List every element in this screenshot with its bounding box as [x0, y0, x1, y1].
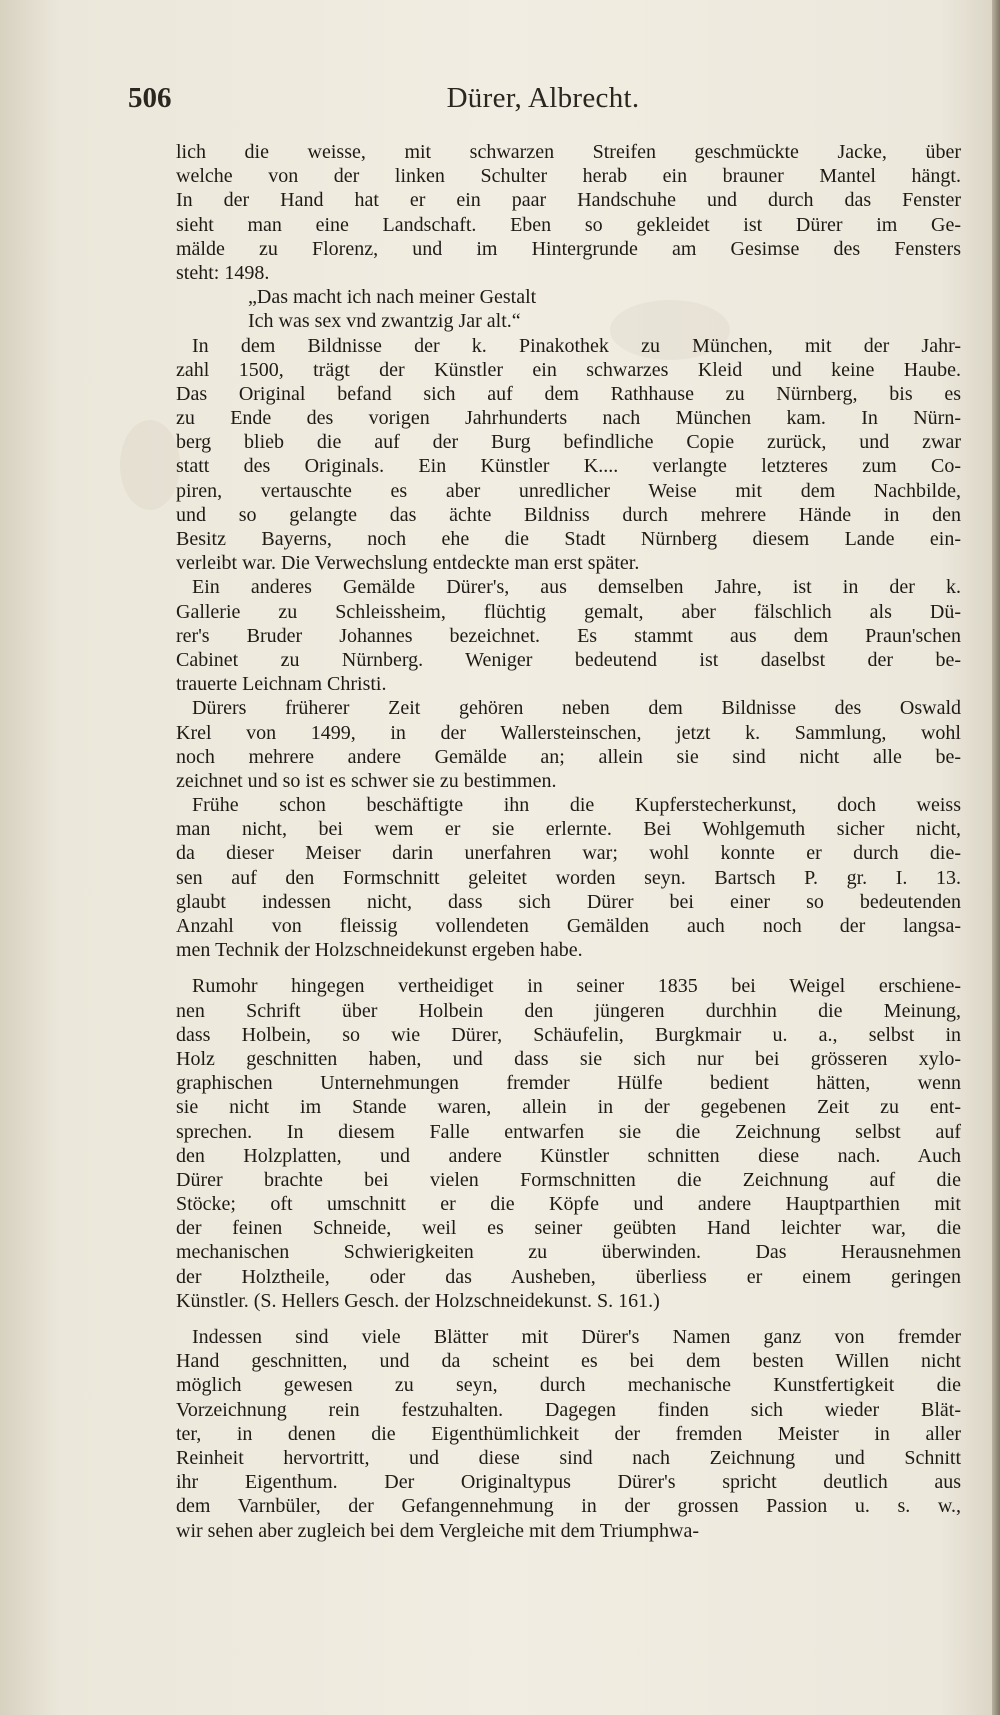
text-line: zu Ende des vorigen Jahrhunderts nach München kam. In Nürn- — [176, 407, 961, 430]
text-line: da dieser Meiser darin unerfahren war; wohl konnte er durch die- — [176, 842, 961, 865]
text-line: steht: 1498. — [176, 261, 270, 284]
text-line: Künstler. (S. Hellers Gesch. der Holzschneidekunst. S. 161.) — [176, 1289, 660, 1312]
text-line: Vorzeichnung rein festzuhalten. Dagegen finden sich wieder Blät- — [176, 1398, 961, 1421]
text-line: statt des Originals. Ein Künstler K.... verlangte letzteres zum Co- — [176, 455, 961, 478]
text-line: der feinen Schneide, weil es seiner geübten Hand leichter war, die — [176, 1217, 961, 1240]
text-line: Besitz Bayerns, noch ehe die Stadt Nürnberg diesem Lande ein- — [176, 528, 961, 550]
text-line: Dürer brachte bei vielen Formschnitten die Zeichnung auf die — [176, 1168, 961, 1191]
text-line: ter, in denen die Eigenthümlichkeit der fremden Meister in aller — [176, 1422, 961, 1445]
text-line: ihr Eigenthum. Der Originaltypus Dürer's spricht deutlich aus — [176, 1471, 961, 1494]
text-line: Indessen sind viele Blätter mit Dürer's Namen ganz von fremder — [192, 1326, 961, 1348]
text-line: sie nicht im Stande waren, allein in der gegebenen Zeit zu ent- — [176, 1096, 961, 1119]
text-line: sieht man eine Landschaft. Eben so gekleidet ist Dürer im Ge- — [176, 213, 961, 236]
text-line: verleibt war. Die Verwechslung entdeckte man erst später. — [176, 552, 640, 575]
text-line: piren, vertauschte es aber unredlicher Weise mit dem Nachbilde, — [176, 479, 961, 502]
text-line: Frühe schon beschäftigte ihn die Kupferstecherkunst, doch weiss — [192, 794, 961, 817]
text-line: den Holzplatten, und andere Künstler schnitten diese nach. Auch — [176, 1144, 961, 1167]
text-line: glaubt indessen nicht, dass sich Dürer bei einer so bedeutenden — [176, 890, 961, 913]
text-line: dass Holbein, so wie Dürer, Schäufelin, Burgkmair u. a., selbst in — [176, 1023, 961, 1046]
text-line: Cabinet zu Nürnberg. Weniger bedeutend ist daselbst der be- — [176, 648, 961, 671]
text-line: möglich gewesen zu seyn, durch mechanische Kunstfertigkeit die — [176, 1374, 961, 1397]
text-line: welche von der linken Schulter herab ein brauner Mantel hängt. — [176, 165, 961, 188]
text-line: dem Varnbüler, der Gefangennehmung in der grossen Passion u. s. w., — [176, 1495, 961, 1518]
text-line: Krel von 1499, in der Wallersteinschen, jetzt k. Sammlung, wohl — [176, 721, 961, 744]
paragraph-gap — [176, 1313, 961, 1325]
text-line: Gallerie zu Schleissheim, flüchtig gemalt, aber fälschlich als Dü- — [176, 600, 961, 623]
text-line: Hand geschnitten, und da scheint es bei dem besten Willen nicht — [176, 1350, 961, 1373]
paragraph — [176, 140, 961, 285]
text-line: Holz geschnitten haben, und dass sie sich nur bei grösseren xylo- — [176, 1047, 961, 1070]
page-number: 506 — [128, 82, 172, 114]
text-line: zeichnet und so ist es schwer sie zu bestimmen. — [176, 769, 557, 792]
page-edge-shadow — [992, 0, 1000, 1715]
text-line: man nicht, bei wem er sie erlernte. Bei Wohlgemuth sicher nicht, — [176, 818, 961, 841]
text-line: rer's Bruder Johannes bezeichnet. Es stammt aus dem Praun'schen — [176, 624, 961, 647]
verse-quote — [176, 285, 961, 333]
text-line: zahl 1500, trägt der Künstler ein schwarzes Kleid und keine Haube. — [176, 358, 961, 381]
text-line: trauerte Leichnam Christi. — [176, 673, 387, 696]
text-line: In der Hand hat er ein paar Handschuhe und durch das Fenster — [176, 189, 961, 212]
text-line: und so gelangte das ächte Bildniss durch mehrere Hände in den — [176, 503, 961, 526]
text-line: graphischen Unternehmungen fremder Hülfe bedient hätten, wenn — [176, 1072, 961, 1095]
text-line: sprechen. In diesem Falle entwarfen sie die Zeichnung selbst auf — [176, 1120, 961, 1143]
page-header — [128, 82, 958, 126]
paragraph — [176, 334, 961, 576]
paragraph — [176, 575, 961, 696]
text-line: Dürers früherer Zeit gehören neben dem Bildnisse des Oswald — [192, 697, 961, 720]
text-line: noch mehrere andere Gemälde an; allein sie sind nicht alle be- — [176, 745, 961, 768]
text-line: lich die weisse, mit schwarzen Streifen geschmückte Jacke, über — [176, 141, 961, 163]
text-line: mälde zu Florenz, und im Hintergrunde am Gesimse des Fensters — [176, 237, 961, 260]
text-line: Reinheit hervortritt, und diese sind nach Zeichnung und Schnitt — [176, 1446, 961, 1469]
text-line: „Das macht ich nach meiner Gestalt — [248, 286, 537, 309]
text-line: men Technik der Holzschneidekunst ergeben habe. — [176, 939, 583, 962]
text-line: wir sehen aber zugleich bei dem Vergleiche mit dem Triumphwa- — [176, 1519, 700, 1542]
text-line: Ein anderes Gemälde Dürer's, aus demselben Jahre, ist in der k. — [192, 576, 961, 599]
paragraph — [176, 1325, 961, 1543]
text-line: nen Schrift über Holbein den jüngeren durchhin die Meinung, — [176, 999, 961, 1022]
text-line: Das Original befand sich auf dem Rathhause zu Nürnberg, bis es — [176, 382, 961, 405]
text-line: Stöcke; oft umschnitt er die Köpfe und andere Hauptparthien mit — [176, 1193, 961, 1216]
paragraph-gap — [176, 962, 961, 974]
paragraph — [176, 974, 961, 1313]
text-line: In dem Bildnisse der k. Pinakothek zu München, mit der Jahr- — [192, 334, 961, 357]
text-line: berg blieb die auf der Burg befindliche Copie zurück, und zwar — [176, 431, 961, 454]
running-head: Dürer, Albrecht. — [446, 82, 640, 114]
paragraph — [176, 793, 961, 962]
paper-stain — [120, 420, 180, 510]
paragraph — [176, 696, 961, 793]
article-text — [176, 140, 961, 1543]
text-line: sen auf den Formschnitt geleitet worden seyn. Bartsch P. gr. I. 13. — [176, 866, 961, 889]
text-line: Ich was sex vnd zwantzig Jar alt.“ — [248, 310, 521, 333]
text-line: mechanischen Schwierigkeiten zu überwinden. Das Herausnehmen — [176, 1241, 961, 1264]
text-line: Rumohr hingegen vertheidiget in seiner 1835 bei Weigel erschiene- — [192, 975, 961, 998]
text-line: Anzahl von fleissig vollendeten Gemälden auch noch der langsa- — [176, 915, 961, 937]
text-line: der Holztheile, oder das Ausheben, überliess er einem geringen — [176, 1265, 961, 1288]
